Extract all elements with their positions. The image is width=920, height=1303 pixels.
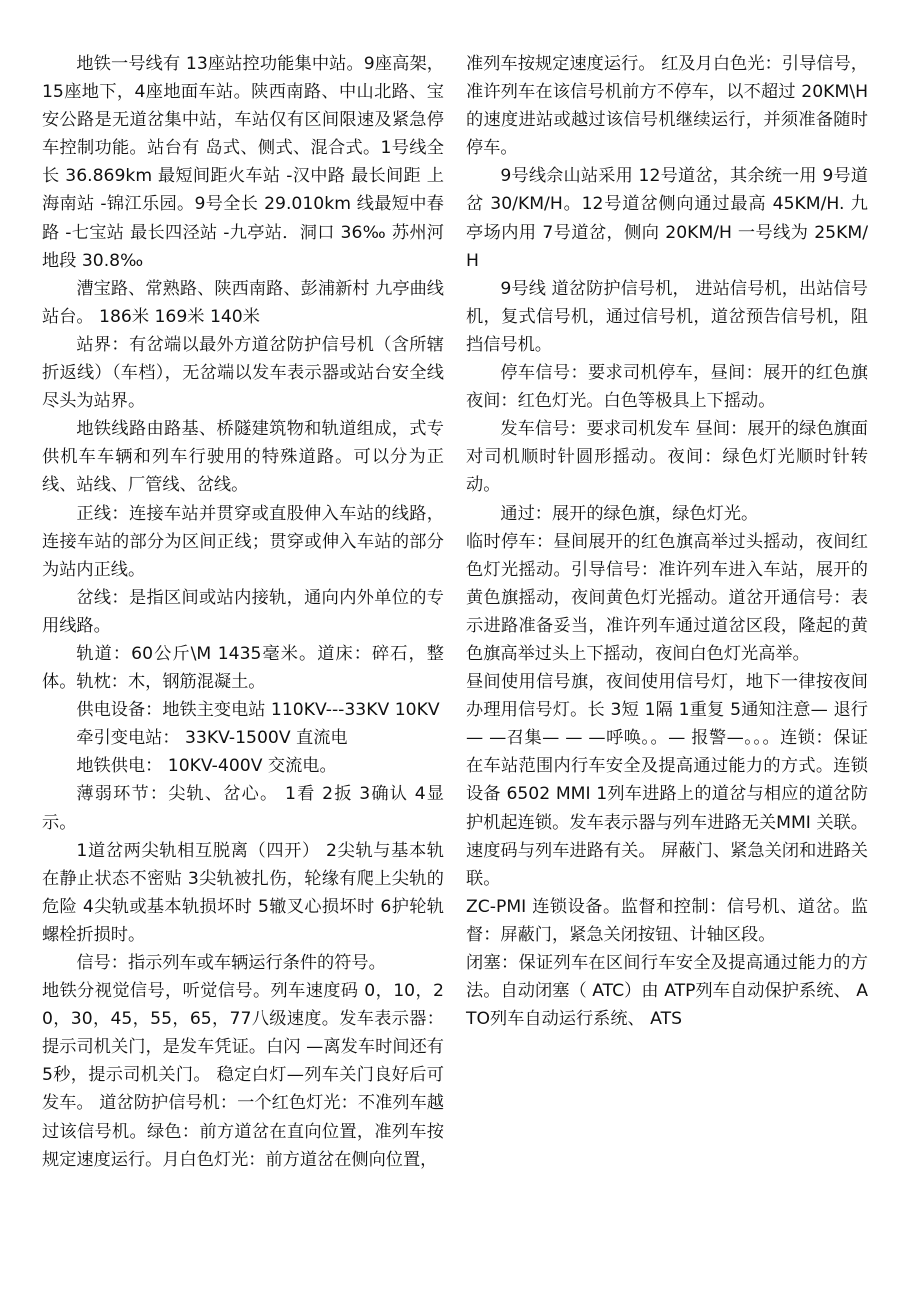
paragraph-switch-defects: 1道岔两尖轨相互脱离（四开） 2尖轨与基本轨在静止状态不密贴 3尖轨被扎伤，轮缘有爬上尖轨的危险 4尖轨或基本轨损坏时 5辙叉心损坏时 6护轮轨螺栓折损时。 <box>42 840 444 945</box>
paragraph-line1-stations: 地铁一号线有 13座站控功能集中站。9座高架，15座地下，4座地面车站。陕西南路、中山北路、宝安公路是无道岔集中站，车站仅有区间限速及紧急停车控制功能。站台有 岛式、侧式、混合式。1号线全长 36.869km 最短间距火车站 -汉中路 最长间距 上海南站 -锦江乐园。9号全长 29.010km 线最短中春路 -七宝站 最长四泾站 -九亭站．洞口 36‰ 苏州河地段 30.8‰ <box>42 54 444 271</box>
paragraph-flags-and-interlocking: 昼间使用信号旗，夜间使用信号灯，地下一律按夜间办理用信号灯。长 3短 1隔 1重复 5通知注意— 退行— —召集— — —呼唤。。— 报警—。。。连锁：保证在车站范围内行车安全及提高通过能力的方式。连锁设备 6502 MMI 1列车进路上的道岔与相应的道岔防护机起连锁。发车表示器与列车进路无关MMI 关联。速度码与列车进路有关。 屏蔽门、紧急关闭和进路关联。 <box>466 672 868 889</box>
paragraph-traction-substation: 牵引变电站： 33KV-1500V 直流电 <box>76 728 348 749</box>
paragraph-pass-signal: 通过：展开的绿色旗，绿色灯光。 <box>500 503 759 524</box>
paragraph-main-line: 正线：连接车站并贯穿或直股伸入车站的线路，连接车站的部分为区间正线；贯穿或伸入车站的部分为站内正线。 <box>42 503 444 580</box>
right-column <box>466 50 868 1263</box>
paragraph-power-equipment: 供电设备：地铁主变电站 110KV---33KV 10KV <box>76 700 440 721</box>
paragraph-metro-power: 地铁供电： 10KV-400V 交流电。 <box>76 756 337 777</box>
paragraph-stop-signal: 停车信号：要求司机停车，昼间：展开的红色旗 夜间：红色灯光。白色等极具上下摇动。 <box>466 363 868 412</box>
paragraph-weak-points: 薄弱环节：尖轨、岔心。 1看 2扳 3确认 4显示。 <box>42 784 444 833</box>
paragraph-line9-signal-machines: 9号线 道岔防护信号机， 进站信号机，出站信号机，复式信号机，通过信号机，道岔预告信号机，阻挡信号机。 <box>466 278 868 355</box>
paragraph-station-boundary: 站界：有岔端以最外方道岔防护信号机（含所辖折返线）（车档），无岔端以发车表示器或站台安全线尽头为站界。 <box>42 334 444 412</box>
paragraph-line9-switches: 9号线佘山站采用 12号道岔，其余统一用 9号道岔 30/KM/H。12号道岔侧向通过最高 45KM/H. 九亭场内用 7号道岔，侧向 20KM/H 一号线为 25KM/H <box>466 166 868 271</box>
paragraph-signal-types: 地铁分视觉信号，听觉信号。列车速度码 0，10，20，30，45，55，65，77八级速度。发车表示器：提示司机关门，是发车凭证。白闪 —离发车时间还有 5秒，提示司机关门。 稳定白灯—列车关门良好后可发车。 道岔防护信号机：一个红色灯光：不准列车越过该信号机。绿色：前方道岔在直向位置，准列车按规定速度运行。月白色灯光：前方道岔在侧向位置， <box>42 981 444 1170</box>
paragraph-block-system: 闭塞：保证列车在区间行车安全及提高通过能力的方法。自动闭塞（ ATC）由 ATP列车自动保护系统、 ATO列车自动运行系统、 ATS <box>466 953 868 1030</box>
paragraph-branch-line: 岔线：是指区间或站内接轨，通向内外单位的专用线路。 <box>42 587 444 636</box>
paragraph-temporary-stop: 临时停车：昼间展开的红色旗高举过头摇动，夜间红色灯光摇动。引导信号：准许列车进入车站，展开的黄色旗摇动，夜间黄色灯光摇动。道岔开通信号：表示进路准备妥当，准许列车通过道岔区段，隆起的黄色旗高举过头上下摇动，夜间白色灯光高举。 <box>466 531 868 664</box>
paragraph-rail: 轨道：60公斤\M 1435毫米。道床：碎石，整体。轨枕：木，钢筋混凝土。 <box>42 643 444 693</box>
paragraph-signal-definition: 信号：指示列车或车辆运行条件的符号。 <box>76 953 386 973</box>
paragraph-signal-continued: 准列车按规定速度运行。 红及月白色光：引导信号，准许列车在该信号机前方不停车，以不超过 20KM\H 的速度进站或越过该信号机继续运行，并须准备随时停车。 <box>466 54 868 159</box>
paragraph-curve-platforms: 漕宝路、常熟路、陕西南路、彭浦新村 九亭曲线站台。 186米 169米 140米 <box>42 278 444 327</box>
paragraph-track-composition: 地铁线路由路基、桥隧建筑物和轨道组成，式专供机车车辆和列车行驶用的特殊道路。可以分为正线、站线、厂管线、岔线。 <box>42 419 444 496</box>
left-column <box>42 50 444 1263</box>
paragraph-zc-pmi: ZC-PMI 连锁设备。监督和控制：信号机、道岔。监督：屏蔽门，紧急关闭按钮、计轴区段。 <box>466 896 868 945</box>
paragraph-departure-signal: 发车信号：要求司机发车 昼间：展开的绿色旗面对司机顺时针圆形摇动。夜间：绿色灯光顺时针转动。 <box>466 419 868 496</box>
